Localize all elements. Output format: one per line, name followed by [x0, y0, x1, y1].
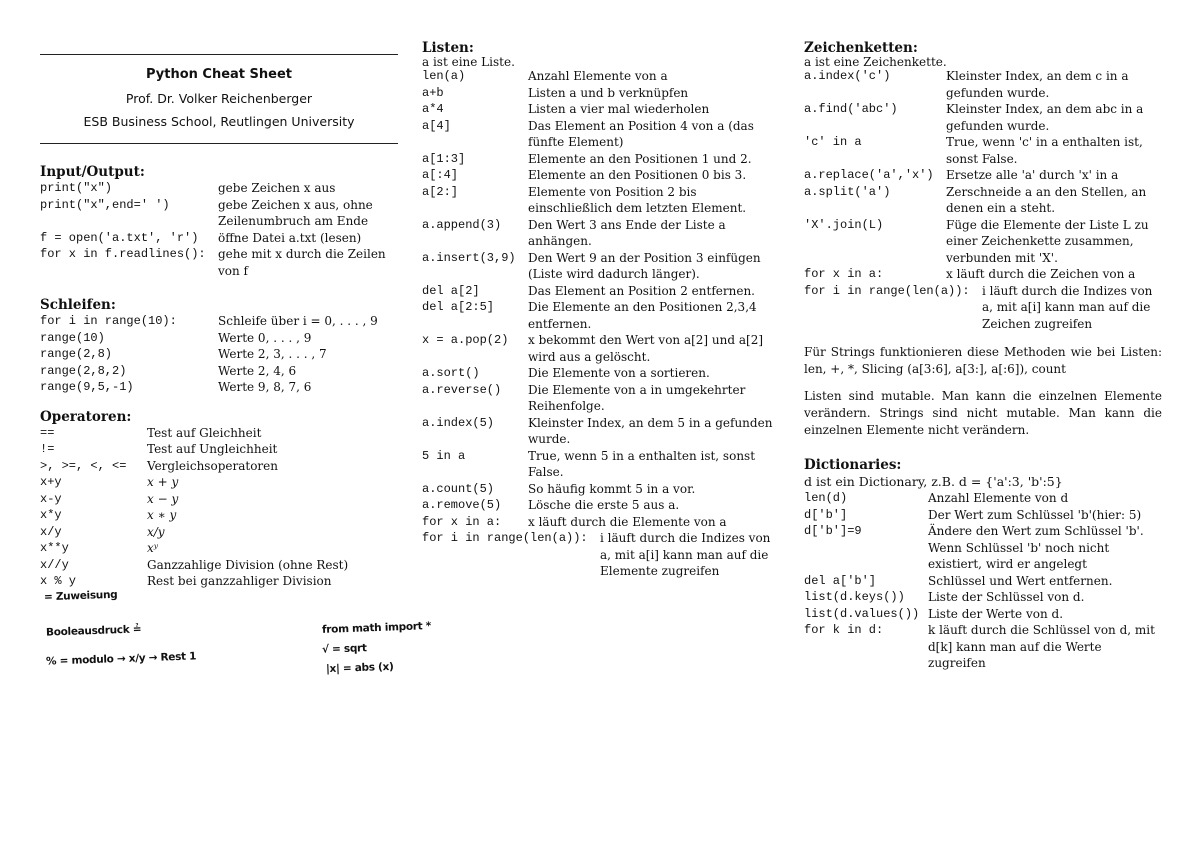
desc-cell: öffne Datei a.txt (lesen): [218, 230, 362, 245]
desc-cell: Elemente von Position 2 bis einschließlich dem letzten Element.: [528, 184, 747, 215]
table-row: [40, 458, 398, 475]
desc-cell: True, wenn 'c' in a enthalten ist, sonst False.: [946, 135, 1143, 166]
desc-cell: Anzahl Elemente von a: [528, 69, 668, 83]
desc-cell: Ändere den Wert zum Schlüssel 'b'. Wenn Schlüssel 'b' noch nicht existiert, wird er angelegt: [928, 524, 1144, 571]
table-row: [422, 118, 780, 151]
table-row: [40, 363, 398, 380]
table-row: [40, 197, 398, 230]
strings-note: Für Strings funktionieren diese Methoden wie bei Listen: len, +, *, Slicing (a[3:6], a[3:], a[:6]), count: [804, 345, 1162, 376]
table-row: [422, 415, 780, 448]
code-cell: ==: [40, 425, 55, 440]
table-row: [422, 299, 780, 332]
code-cell: !=: [40, 442, 55, 456]
table-row: [804, 134, 1162, 167]
title-bottom-rule: [40, 143, 398, 144]
code-cell: print("x",end=' '): [40, 197, 170, 212]
code-cell: a[2:]: [422, 184, 459, 199]
desc-cell: i läuft durch die Indizes von a, mit a[i] kann man auf die Elemente zugreifen: [600, 531, 771, 578]
desc-cell: Füge die Elemente der Liste L zu einer Zeichenkette zusammen, verbunden mit 'X'.: [946, 217, 1149, 265]
desc-cell: Die Elemente an den Positionen 2,3,4 entfernen.: [528, 300, 757, 331]
table-row: [422, 184, 780, 217]
table-row: [422, 332, 780, 365]
column-right: [804, 40, 1162, 672]
table-row: [422, 448, 780, 481]
desc-cell: Liste der Werte von d.: [928, 606, 1064, 621]
table-row: [804, 589, 1162, 606]
loops-heading: Schleifen:: [40, 297, 116, 313]
desc-cell: Test auf Gleichheit: [147, 425, 262, 440]
table-row: [40, 540, 398, 557]
code-cell: a.index(5): [422, 415, 495, 430]
desc-cell: x läuft durch die Elemente von a: [528, 514, 727, 529]
code-cell: list(d.values()): [804, 606, 920, 621]
desc-cell: Anzahl Elemente von d: [928, 491, 1069, 505]
desc-cell: x − y: [147, 491, 179, 506]
desc-cell: k läuft durch die Schlüssel von d, mit d[k] kann man auf die Werte zugreifen: [928, 623, 1155, 670]
table-row: [40, 330, 398, 347]
desc-cell: Ganzzahlige Division (ohne Rest): [147, 557, 349, 572]
handwritten-note: |x| = abs (x): [325, 660, 394, 676]
io-rows: [40, 180, 398, 279]
title-block: [40, 55, 398, 143]
table-row: [422, 85, 780, 102]
table-row: [40, 557, 398, 574]
desc-cell: gehe mit x durch die Zeilen von f: [218, 247, 386, 278]
table-row: [40, 230, 398, 247]
code-cell: x//y: [40, 557, 69, 572]
desc-cell: i läuft durch die Indizes von a, mit a[i] kann man auf die Zeichen zugreifen: [982, 283, 1153, 331]
table-row: [804, 101, 1162, 134]
code-cell: range(2,8,2): [40, 363, 127, 378]
table-row: [422, 481, 780, 498]
table-row: [804, 622, 1162, 672]
table-row: [804, 523, 1162, 573]
code-cell: for x in f.readlines():: [40, 247, 206, 261]
loops-section: [40, 297, 398, 396]
table-row: [422, 514, 780, 531]
operators-heading: Operatoren:: [40, 408, 132, 425]
table-row: [804, 266, 1162, 283]
code-cell: a.find('abc'): [804, 102, 898, 116]
desc-cell: x läuft durch die Zeichen von a: [946, 267, 1136, 281]
code-cell: a*4: [422, 102, 444, 116]
code-cell: a.remove(5): [422, 498, 502, 512]
code-cell: a.count(5): [422, 481, 495, 496]
table-row: [422, 151, 780, 168]
handwritten-note: % = modulo → x/y → Rest 1: [45, 650, 197, 668]
desc-cell: Den Wert 3 ans Ende der Liste a anhängen.: [528, 217, 726, 248]
author: Prof. Dr. Volker Reichenberger: [125, 91, 313, 106]
strings-rows: [804, 68, 1162, 332]
handwritten-note: √ = sqrt: [321, 642, 367, 656]
code-cell: a.replace('a','x'): [804, 168, 934, 182]
code-cell: a[4]: [422, 118, 451, 133]
code-cell: for k in d:: [804, 623, 884, 637]
desc-cell: Die Elemente von a in umgekehrter Reihenfolge.: [528, 382, 746, 413]
table-row: [804, 507, 1162, 524]
code-cell: a+b: [422, 85, 444, 100]
column-left: [40, 40, 398, 590]
desc-cell: Lösche die erste 5 aus a.: [528, 498, 680, 512]
table-row: [804, 490, 1162, 507]
io-heading: Input/Output:: [40, 164, 145, 180]
table-row: [804, 68, 1162, 101]
handwritten-note: Booleausdruck ≟: [45, 623, 142, 639]
desc-cell: gebe Zeichen x aus, ohne Zeilenumbruch am Ende: [218, 197, 373, 228]
table-row: [422, 167, 780, 184]
desc-cell: Test auf Ungleichheit: [147, 442, 278, 456]
strings-intro: a ist eine Zeichenkette.: [804, 55, 947, 69]
code-cell: f = open('a.txt', 'r'): [40, 230, 199, 245]
table-row: [804, 217, 1162, 267]
desc-cell: Liste der Schlüssel von d.: [928, 590, 1085, 604]
table-row: [422, 250, 780, 283]
code-cell: print("x"): [40, 181, 113, 195]
code-cell: a.index('c'): [804, 69, 891, 83]
code-cell: range(10): [40, 330, 105, 345]
table-row: [40, 491, 398, 508]
desc-cell: Der Wert zum Schlüssel 'b'(hier: 5): [928, 507, 1142, 522]
desc-cell: Werte 2, 4, 6: [218, 363, 297, 378]
handwritten-note: from math import *: [321, 620, 432, 636]
table-row: [40, 524, 398, 541]
code-cell: for i in range(len(a)):: [804, 283, 970, 298]
mutability-note: Listen sind mutable. Man kann die einzelnen Elemente verändern. Strings sind nicht mutable. Man kann die einzelnen Elemente nicht verändern.: [804, 389, 1162, 437]
code-cell: a[:4]: [422, 168, 459, 182]
lists-rows: [422, 68, 780, 580]
desc-cell: So häufig kommt 5 in a vor.: [528, 481, 696, 496]
table-row: [422, 283, 780, 300]
desc-cell: Werte 0, . . . , 9: [218, 330, 312, 345]
operators-section: [40, 409, 398, 590]
table-row: [40, 425, 398, 442]
code-cell: del a['b']: [804, 573, 877, 588]
desc-cell: Listen a vier mal wiederholen: [528, 102, 710, 116]
desc-cell: Rest bei ganzzahliger Division: [147, 574, 332, 588]
table-row: [804, 573, 1162, 590]
table-row: [422, 382, 780, 415]
desc-cell: Schlüssel und Wert entfernen.: [928, 573, 1113, 588]
column-middle: [422, 40, 780, 580]
code-cell: list(d.keys()): [804, 590, 905, 604]
dicts-heading: Dictionaries:: [804, 457, 902, 473]
desc-cell: Vergleichsoperatoren: [147, 458, 278, 473]
code-cell: len(a): [422, 69, 466, 83]
code-cell: del a[2]: [422, 283, 480, 298]
table-row: [40, 474, 398, 491]
desc-cell: Schleife über i = 0, . . . , 9: [218, 314, 378, 328]
desc-cell: Werte 2, 3, . . . , 7: [218, 347, 327, 361]
table-row: [40, 180, 398, 197]
code-cell: x**y: [40, 541, 69, 555]
desc-cell: xʸ: [147, 541, 159, 555]
desc-cell: Das Element an Position 4 von a (das fünfte Element): [528, 118, 754, 149]
desc-cell: x + y: [147, 475, 179, 489]
table-row: [40, 246, 398, 279]
table-row: [804, 184, 1162, 217]
table-row: [422, 217, 780, 250]
desc-cell: Die Elemente von a sortieren.: [528, 366, 710, 380]
code-cell: a.insert(3,9): [422, 250, 516, 265]
code-cell: for i in range(len(a)):: [422, 531, 588, 545]
code-cell: a.sort(): [422, 366, 480, 380]
table-row: [40, 441, 398, 458]
code-cell: 5 in a: [422, 448, 466, 463]
page-title: Python Cheat Sheet: [145, 67, 292, 82]
table-row: [422, 530, 780, 580]
table-row: [804, 283, 1162, 333]
code-cell: for x in a:: [804, 267, 884, 281]
code-cell: x+y: [40, 475, 62, 489]
code-cell: x/y: [40, 524, 62, 539]
desc-cell: Listen a und b verknüpfen: [528, 85, 689, 100]
institution: ESB Business School, Reutlingen University: [83, 114, 355, 129]
code-cell: range(9,5,-1): [40, 380, 134, 394]
desc-cell: True, wenn 5 in a enthalten ist, sonst False.: [528, 448, 756, 479]
desc-cell: Kleinster Index, an dem c in a gefunden wurde.: [946, 69, 1129, 100]
code-cell: d['b']=9: [804, 524, 862, 538]
desc-cell: Elemente an den Positionen 1 und 2.: [528, 151, 752, 166]
code-cell: len(d): [804, 491, 848, 505]
table-row: [40, 573, 398, 590]
desc-cell: Zerschneide a an den Stellen, an denen ein a steht.: [946, 184, 1147, 215]
code-cell: a.append(3): [422, 217, 502, 232]
table-row: [422, 101, 780, 118]
code-cell: for i in range(10):: [40, 314, 177, 328]
code-cell: a[1:3]: [422, 151, 466, 166]
table-row: [422, 497, 780, 514]
desc-cell: Kleinster Index, an dem abc in a gefunden wurde.: [946, 102, 1144, 133]
lists-intro: a ist eine Liste.: [422, 55, 515, 69]
handwritten-note: = Zuweisung: [43, 588, 118, 604]
desc-cell: Den Wert 9 an der Position 3 einfügen (Liste wird dadurch länger).: [528, 250, 761, 281]
io-section: [40, 164, 398, 279]
dicts-intro: d ist ein Dictionary, z.B. d = {'a':3, 'b':5}: [804, 474, 1063, 489]
lists-heading: Listen:: [422, 40, 474, 56]
desc-cell: Kleinster Index, an dem 5 in a gefunden wurde.: [528, 415, 773, 446]
code-cell: a.reverse(): [422, 382, 502, 397]
desc-cell: Ersetze alle 'a' durch 'x' in a: [946, 168, 1119, 182]
code-cell: del a[2:5]: [422, 300, 495, 314]
code-cell: >, >=, <, <=: [40, 458, 127, 473]
code-cell: x*y: [40, 508, 62, 522]
desc-cell: x bekommt den Wert von a[2] und a[2] wird aus a gelöscht.: [528, 333, 764, 364]
desc-cell: Elemente an den Positionen 0 bis 3.: [528, 168, 747, 182]
table-row: [40, 379, 398, 396]
code-cell: x-y: [40, 491, 62, 506]
table-row: [40, 346, 398, 363]
desc-cell: Das Element an Position 2 entfernen.: [528, 283, 755, 298]
table-row: [804, 606, 1162, 623]
code-cell: range(2,8): [40, 347, 113, 361]
desc-cell: x ∗ y: [147, 508, 177, 522]
table-row: [40, 313, 398, 330]
table-row: [804, 167, 1162, 184]
table-row: [422, 365, 780, 382]
code-cell: x = a.pop(2): [422, 333, 509, 347]
code-cell: 'c' in a: [804, 135, 862, 149]
code-cell: x % y: [40, 574, 77, 588]
code-cell: d['b']: [804, 507, 848, 522]
desc-cell: Werte 9, 8, 7, 6: [218, 380, 312, 394]
dicts-section: [804, 457, 1162, 672]
code-cell: a.split('a'): [804, 184, 891, 199]
table-row: [40, 507, 398, 524]
desc-cell: x/y: [147, 524, 165, 539]
code-cell: 'X'.join(L): [804, 217, 884, 232]
desc-cell: gebe Zeichen x aus: [218, 181, 336, 195]
code-cell: for x in a:: [422, 514, 502, 529]
table-row: [422, 68, 780, 85]
strings-heading: Zeichenketten:: [804, 40, 918, 56]
